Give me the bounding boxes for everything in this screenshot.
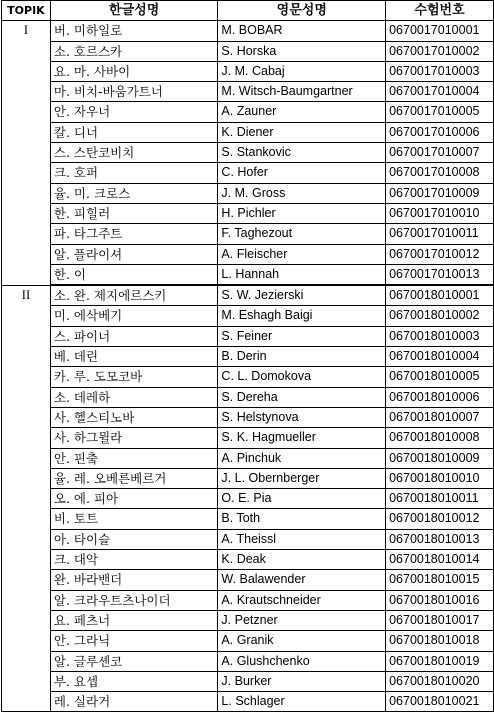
exam-number-cell: 0670018010013 [386,529,494,549]
table-row [2,651,494,671]
table-row [2,671,494,691]
korean-name-cell: 요. 페츠너 [50,610,218,630]
table-row [2,285,494,306]
table-row [2,692,494,712]
korean-name-cell: 안. 자우너 [50,102,218,122]
exam-number-cell: 0670017010012 [386,244,494,264]
exam-number-cell: 0670017010009 [386,183,494,203]
table-row [2,367,494,387]
korean-name-cell: 부. 요셉 [50,671,218,691]
exam-number-cell: 0670018010021 [386,692,494,712]
table-row [2,183,494,203]
english-name-cell: M. Eshagh Baigi [218,306,386,326]
exam-number-cell: 0670017010005 [386,102,494,122]
korean-name-cell: 안. 핀춬 [50,448,218,468]
header-korean-name: 한글성명 [50,1,218,21]
table-row [2,306,494,326]
english-name-cell: A. Pinchuk [218,448,386,468]
english-name-cell: S. Feiner [218,326,386,346]
exam-number-cell: 0670018010014 [386,550,494,570]
english-name-cell: K. Diener [218,122,386,142]
header-topik: TOPIK [2,1,51,21]
table-row [2,347,494,367]
exam-number-cell: 0670017010001 [386,21,494,41]
english-name-cell: J. Burker [218,671,386,691]
header-english-name: 영문성명 [218,1,386,21]
english-name-cell: J. M. Gross [218,183,386,203]
table-row [2,448,494,468]
english-name-cell: S. W. Jezierski [218,285,386,306]
english-name-cell: S. Stankovic [218,143,386,163]
exam-number-cell: 0670018010004 [386,347,494,367]
english-name-cell: S. Horska [218,41,386,61]
table-row [2,21,494,41]
english-name-cell: A. Zauner [218,102,386,122]
korean-name-cell: 율. 미. 크로스 [50,183,218,203]
table-row [2,163,494,183]
table-row [2,244,494,264]
exam-number-cell: 0670018010008 [386,428,494,448]
topik-level-cell: I [2,21,51,285]
table-row [2,428,494,448]
korean-name-cell: 미. 에삭베기 [50,306,218,326]
header-exam-number: 수험번호 [386,1,494,21]
exam-number-cell: 0670018010012 [386,509,494,529]
korean-name-cell: 베. 데린 [50,347,218,367]
exam-number-cell: 0670017010008 [386,163,494,183]
english-name-cell: W. Balawender [218,570,386,590]
table-row [2,326,494,346]
korean-name-cell: 소. 호르스카 [50,41,218,61]
exam-number-cell: 0670017010004 [386,82,494,102]
table-body [2,21,494,712]
korean-name-cell: 레. 실라거 [50,692,218,712]
english-name-cell: A. Fleischer [218,244,386,264]
korean-name-cell: 사. 하그뮐라 [50,428,218,448]
exam-number-cell: 0670018010016 [386,590,494,610]
exam-number-cell: 0670018010001 [386,285,494,306]
korean-name-cell: 알. 플라이셔 [50,244,218,264]
english-name-cell: A. Krautschneider [218,590,386,610]
korean-name-cell: 마. 비치-바움가트너 [50,82,218,102]
exam-number-cell: 0670018010017 [386,610,494,630]
table-row [2,102,494,122]
exam-number-cell: 0670018010015 [386,570,494,590]
table-row [2,143,494,163]
english-name-cell: C. L. Domokova [218,367,386,387]
table-row [2,224,494,244]
korean-name-cell: 크. 호퍼 [50,163,218,183]
english-name-cell: S. Dereha [218,387,386,407]
exam-number-cell: 0670018010002 [386,306,494,326]
english-name-cell: S. K. Hagmueller [218,428,386,448]
exam-number-cell: 0670017010006 [386,122,494,142]
english-name-cell: J. L. Obernberger [218,468,386,488]
korean-name-cell: 카. 루. 도모코바 [50,367,218,387]
table-row [2,407,494,427]
table-row [2,264,494,285]
candidate-table [1,0,494,712]
exam-number-cell: 0670018010019 [386,651,494,671]
korean-name-cell: 알. 글루셴코 [50,651,218,671]
english-name-cell: S. Helstynova [218,407,386,427]
korean-name-cell: 비. 토트 [50,509,218,529]
table-row [2,550,494,570]
korean-name-cell: 완. 바라밴더 [50,570,218,590]
english-name-cell: O. E. Pia [218,489,386,509]
exam-number-cell: 0670017010013 [386,264,494,285]
exam-number-cell: 0670017010007 [386,143,494,163]
table-row [2,468,494,488]
exam-number-cell: 0670017010002 [386,41,494,61]
korean-name-cell: 크. 대악 [50,550,218,570]
exam-number-cell: 0670018010010 [386,468,494,488]
exam-number-cell: 0670018010020 [386,671,494,691]
table-row [2,61,494,81]
table-row [2,82,494,102]
english-name-cell: C. Hofer [218,163,386,183]
topik-level-cell: II [2,285,51,712]
header-row [2,1,494,21]
exam-number-cell: 0670018010006 [386,387,494,407]
table-row [2,122,494,142]
korean-name-cell: 소. 완. 제지에르스키 [50,285,218,306]
english-name-cell: A. Glushchenko [218,651,386,671]
korean-name-cell: 파. 타그주트 [50,224,218,244]
korean-name-cell: 칼. 디너 [50,122,218,142]
korean-name-cell: 버. 미하일로 [50,21,218,41]
table-row [2,590,494,610]
korean-name-cell: 한. 피힐러 [50,203,218,223]
english-name-cell: K. Deak [218,550,386,570]
korean-name-cell: 한. 이 [50,264,218,285]
exam-number-cell: 0670018010011 [386,489,494,509]
table-row [2,529,494,549]
table-row [2,203,494,223]
english-name-cell: B. Derin [218,347,386,367]
korean-name-cell: 스. 파이너 [50,326,218,346]
table-row [2,570,494,590]
english-name-cell: A. Granik [218,631,386,651]
korean-name-cell: 스. 스탄코비치 [50,143,218,163]
english-name-cell: H. Pichler [218,203,386,223]
exam-number-cell: 0670018010007 [386,407,494,427]
korean-name-cell: 알. 크라우트츠나이더 [50,590,218,610]
english-name-cell: M. BOBAR [218,21,386,41]
table-row [2,509,494,529]
korean-name-cell: 아. 타이슬 [50,529,218,549]
english-name-cell: A. Theissl [218,529,386,549]
table-row [2,631,494,651]
english-name-cell: L. Schlager [218,692,386,712]
exam-number-cell: 0670018010018 [386,631,494,651]
english-name-cell: J. M. Cabaj [218,61,386,81]
korean-name-cell: 오. 에. 피아 [50,489,218,509]
exam-number-cell: 0670017010003 [386,61,494,81]
korean-name-cell: 요. 마. 사바이 [50,61,218,81]
korean-name-cell: 사. 헬스티노바 [50,407,218,427]
table-row [2,610,494,630]
english-name-cell: J. Petzner [218,610,386,630]
table-row [2,387,494,407]
korean-name-cell: 율. 레. 오베른베르거 [50,468,218,488]
english-name-cell: L. Hannah [218,264,386,285]
english-name-cell: F. Taghezout [218,224,386,244]
exam-number-cell: 0670018010009 [386,448,494,468]
korean-name-cell: 소. 데레하 [50,387,218,407]
english-name-cell: B. Toth [218,509,386,529]
exam-number-cell: 0670018010003 [386,326,494,346]
english-name-cell: M. Witsch-Baumgartner [218,82,386,102]
exam-number-cell: 0670017010010 [386,203,494,223]
table-row [2,41,494,61]
exam-number-cell: 0670018010005 [386,367,494,387]
exam-number-cell: 0670017010011 [386,224,494,244]
korean-name-cell: 안. 그라닉 [50,631,218,651]
table-row [2,489,494,509]
